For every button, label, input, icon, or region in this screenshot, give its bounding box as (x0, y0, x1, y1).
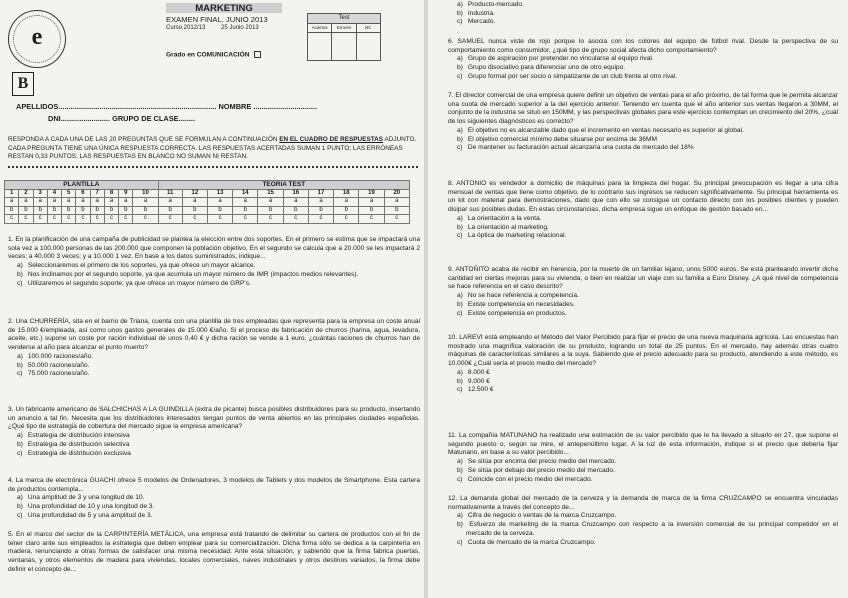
answer-grid (4, 180, 410, 224)
answer-number-cell: 3 (33, 189, 47, 198)
answer-option[interactable] (448, 476, 838, 485)
answer-option-cell[interactable]: c (384, 215, 409, 224)
option-label: a) (457, 55, 463, 63)
answer-option-cell[interactable]: b (258, 206, 283, 215)
option-text: Seleccionaremos el primero de los soportes, ya que ofrece un mayor alcance. (26, 262, 256, 270)
option-text: Una profundidad de 5 y una amplitud de 3. (26, 511, 153, 519)
answer-option-cell[interactable]: a (33, 198, 47, 207)
answer-option-cell[interactable]: c (104, 215, 118, 224)
surname-line: APELLIDOS............................................................................. NOMBRE ............................... (16, 102, 318, 111)
option-text: Coincide con el precio medio del mercado. (466, 475, 593, 483)
option-label: a) (17, 352, 23, 360)
question-text: 6. SAMUEL nunca viste de rojo porque lo asocia con los colores del equipo de fútbol rival. Desde la perspectiva de su comportamiento como consumidor, ¿qué tipo de grupo social afecta dicho comportamiento? (448, 38, 838, 54)
answer-option-cell[interactable]: c (308, 215, 333, 224)
option-text: Grupo disociativo para diferenciar uno de otro equipo. (466, 64, 626, 72)
question-8 (448, 180, 838, 241)
answer-options (8, 494, 420, 520)
answer-option[interactable] (448, 55, 838, 64)
answer-options (8, 432, 420, 458)
answer-option[interactable] (8, 512, 420, 521)
answer-grid-row-b (5, 206, 410, 215)
option-label: b) (457, 300, 463, 308)
option-text: 50.000 raciones/año. (26, 361, 90, 369)
answer-option-cell[interactable]: b (133, 206, 158, 215)
answer-option[interactable] (448, 292, 838, 301)
answer-option[interactable] (448, 18, 838, 27)
answer-options (8, 262, 420, 288)
option-text: Existe competencia en necesidades. (466, 300, 575, 308)
answer-option[interactable] (448, 10, 838, 19)
option-label: a) (17, 262, 23, 270)
question-text: 8. ANTONIO es vendedor a domicilio de máquinas para la limpieza del hogar. Su principal preocupación es llegar a una cifra mensual de ventas que tiene como objetivo, de lo contrario sus ingresos se reducen significativamente. Su principal herramienta es un kit con material para demostraciones, dado que con ello se consigue un contacto directo con los posibles clientes y pueden disipar sus posibles dudas. En estas circunstancias, dicha empresa sigue un enfoque de gestión basado en... (448, 180, 838, 214)
answer-option[interactable] (448, 73, 838, 82)
answer-option-cell[interactable]: a (47, 198, 61, 207)
answer-option[interactable] (448, 301, 838, 310)
answer-option[interactable] (448, 136, 838, 145)
answer-number-cell: 12 (182, 189, 207, 198)
answer-grid-row-c (5, 215, 410, 224)
answer-option[interactable] (448, 467, 838, 476)
question-text: 5. En el marco del sector de la CARPINTERÍA METÁLICA, una empresa está tratando de delimitar su cartera de productos con el fin de tener claro ante sus empleados la estrategia que deben emplear para su comercialización. Dicha firma sólo se dedica a la carpintería en madera, renunciando a otras formas de satisfacer una misma necesidad. Ante esta situación, y sabiendo que la firma fabrica puertas, ventanas, y otros elementos de madera para viviendas, locales comerciales, naves industriales y otros destinos variados, la firma debe definir el concepto de... (8, 531, 420, 573)
answer-options (448, 1, 838, 27)
course-info (166, 25, 273, 31)
answer-option[interactable] (8, 494, 420, 503)
option-text: Industria. (466, 9, 495, 17)
test-col-aciertos: Aciertos (308, 24, 332, 32)
answer-option-cell[interactable]: c (62, 215, 76, 224)
option-label: a) (457, 214, 463, 222)
answer-option-cell[interactable]: c (233, 215, 258, 224)
group-label: GRUPO DE CLASE (112, 114, 179, 123)
answer-option-cell[interactable]: a (308, 198, 333, 207)
answer-option-cell[interactable]: a (207, 198, 232, 207)
test-col-nc: NC (365, 25, 372, 30)
option-text: Existe competencia en productos. (466, 309, 567, 317)
answer-option[interactable] (448, 232, 838, 241)
option-label: a) (457, 368, 463, 376)
test-box-cells (308, 33, 380, 60)
option-text: Estrategia de distribución selectiva (26, 440, 130, 448)
answer-option[interactable] (448, 215, 838, 224)
option-text: Mercado. (466, 18, 496, 26)
option-label: b) (457, 521, 463, 529)
answer-number-cell: 15 (258, 189, 283, 198)
option-text: Grupo de aspiración por pretender no vincularse al equipo rival. (466, 55, 654, 63)
answer-number-cell: 9 (119, 189, 133, 198)
answer-option-cell[interactable]: a (384, 198, 409, 207)
logo-mark: e (31, 24, 43, 50)
answer-number-cell: 18 (334, 189, 359, 198)
question-10 (448, 334, 838, 395)
option-label: b) (457, 377, 463, 385)
option-label: b) (457, 466, 463, 474)
answer-option-cell[interactable]: a (19, 198, 33, 207)
option-text: Una profundidad de 10 y una longitud de 3. (26, 503, 155, 511)
option-text: No se hace referencia a competencia. (466, 292, 579, 300)
question-7 (448, 92, 838, 153)
answer-number-cell: 4 (47, 189, 61, 198)
answer-number-cell: 20 (384, 189, 409, 198)
question-3 (8, 406, 420, 458)
degree-checkbox[interactable] (254, 51, 261, 58)
answer-option-cell[interactable]: a (119, 198, 133, 207)
answer-option-cell[interactable]: a (359, 198, 384, 207)
option-text: De mantener su facturación actual alcanzaría una cuota de mercado del 18% (466, 144, 694, 152)
answer-option-cell[interactable]: b (47, 206, 61, 215)
question-2 (8, 318, 420, 379)
degree-line (166, 51, 261, 58)
test-box-columns (308, 24, 380, 33)
answer-option-cell[interactable]: a (182, 198, 207, 207)
option-text: Una amplitud de 3 y una longitud de 10. (26, 494, 145, 502)
answer-number-cell: 17 (308, 189, 333, 198)
answer-option[interactable] (448, 144, 838, 153)
degree-name: Grado en COMUNICACIÓN (166, 51, 250, 59)
answer-number-cell: 1 (5, 189, 19, 198)
answer-option-cell[interactable]: c (158, 215, 182, 224)
option-text: 12.500 € (466, 386, 494, 394)
answer-option-cell[interactable]: c (359, 215, 384, 224)
dni-line: DNI........................ GRUPO DE CLASE........ (48, 114, 196, 123)
answer-option-cell[interactable]: c (133, 215, 158, 224)
option-label: c) (17, 449, 23, 457)
option-text: Se sitúa por debajo del precio medio del mercado. (466, 466, 615, 474)
answer-option-cell[interactable]: b (158, 206, 182, 215)
option-label: b) (457, 223, 463, 231)
answer-option-cell[interactable]: a (283, 198, 308, 207)
answer-option[interactable] (448, 378, 838, 387)
answer-number-cell: 10 (133, 189, 158, 198)
answer-option-cell[interactable]: b (334, 206, 359, 215)
answer-option-cell[interactable]: c (47, 215, 61, 224)
option-text: Producto-mercado. (466, 1, 524, 8)
answer-option[interactable] (8, 450, 420, 459)
answer-option-cell[interactable]: c (76, 215, 90, 224)
answer-option-cell[interactable]: a (334, 198, 359, 207)
question-text: 1. En la planificación de una campaña de publicidad se plantea la elección entre dos soportes. En el primero se estima que se impactará una sola vez a 100.000 personas de las 200.000 que componen la población objetivo. En el segundo se calcula que a 20.000 se les impactará 2 veces; a 40.000 3 veces; y a 10.000 1 vez. En base a los datos suministrados, indique... (8, 236, 420, 261)
question-text: 11. La compañía MATUNANO ha realizado una estimación de su valor percibido que le ha llevado a situarlo en 27, que supone el segundo puesto o, según se mire, el antepenúltimo lugar. A la luz de esta información, indique si el precio que debería fijar Matunano, en base a su valor percibido... (448, 432, 838, 457)
option-label: b) (457, 64, 463, 72)
answer-options (448, 512, 838, 547)
answer-option[interactable] (8, 441, 420, 450)
option-text: La óptica de marketing relacional. (466, 232, 567, 240)
option-label: c) (457, 309, 463, 317)
option-text: La orientación a la venta. (466, 214, 542, 222)
answer-option-cell[interactable]: b (182, 206, 207, 215)
answer-option-cell[interactable]: b (62, 206, 76, 215)
exam-page-right (428, 0, 848, 598)
answer-option-cell[interactable]: b (119, 206, 133, 215)
option-text: El objetivo no es alcanzable dado que el incremento en ventas necesario es superior al global. (466, 126, 744, 134)
answer-options (448, 458, 838, 484)
answer-option-cell[interactable]: a (158, 198, 182, 207)
option-text: El objetivo comercial mínimo debe situarse por encima de 36MM (466, 135, 657, 143)
answer-number-cell: 13 (207, 189, 232, 198)
option-label: c) (457, 386, 463, 394)
answer-option[interactable] (448, 512, 838, 521)
option-text: 9.000 € (466, 377, 490, 385)
separator-dots (8, 166, 418, 168)
option-label: c) (457, 232, 463, 240)
answer-option-cell[interactable]: a (5, 198, 19, 207)
answer-option[interactable] (448, 458, 838, 467)
option-text: 8.000 € (466, 368, 490, 376)
teoria-header: TEORIA TEST (158, 181, 409, 190)
answer-option-cell[interactable]: b (207, 206, 232, 215)
answer-option-cell[interactable]: c (19, 215, 33, 224)
option-label: b) (457, 9, 463, 17)
answer-option[interactable] (448, 310, 838, 319)
option-label: b) (17, 440, 23, 448)
option-text: 100.000 raciones/año. (26, 352, 94, 360)
exam-date: 25 Junio 2013 (221, 25, 259, 31)
answer-option-cell[interactable]: b (359, 206, 384, 215)
test-box-title: Test (308, 14, 380, 24)
question-text: 9. ANTOÑITO acaba de recibir en herencia, por la muerte de un familiar lejano, unos 5000 euros. Se está planteando invertir dicha cantidad en ciertas mejoras para su vivienda, o bien en realizar un viaje con su familia a Euro Disney. ¿A qué nivel de competencia se hace referencia en el caso descrito? (448, 266, 838, 291)
question-4 (8, 477, 420, 521)
answer-option-cell[interactable]: c (207, 215, 232, 224)
answer-option-cell[interactable]: c (33, 215, 47, 224)
answer-option[interactable] (448, 1, 838, 10)
question-text: 7. El director comercial de una empresa quiere definir un objetivo de ventas para el año próximo, de tal forma que le permita alcanzar una cuota de mercado superior a la del ejercicio anterior. Teniendo en cuenta que el año anterior sus ventas llegaron a 30MM, el conjunto de la industria se situó en 150MM, y las perspectivas globales para este ejercicio contemplan un crecimiento del 20%, ¿cuál de los siguientes diagnósticos es correcto? (448, 92, 838, 126)
option-text: Esfuerzo de marketing de la marca Cruzcampo con respecto a la inversión comercial de su principal competidor en el mercado de la cerveza. (466, 521, 838, 537)
answer-number-cell: 19 (359, 189, 384, 198)
answer-number-cell: 2 (19, 189, 33, 198)
option-label: c) (17, 279, 23, 287)
test-score-box (307, 13, 381, 61)
surname-label: APELLIDOS (16, 102, 59, 111)
option-label: a) (457, 458, 463, 466)
option-label: a) (457, 126, 463, 134)
answer-option-cell[interactable]: b (33, 206, 47, 215)
answer-option[interactable] (448, 127, 838, 136)
answer-option[interactable] (8, 503, 420, 512)
question-text: 2. Una CHURRERÍA, sita en el barrio de Triana, cuenta con una plantilla de tres empleadas que representa para la empresa un coste anual de 15.000 €/empleada, así como unos gastos generales de 15.000 €/año. Si el proceso de fabricación de churros (harina, agua, levadura, aceite, etc.) supone un coste por ración individual de unos 0,40 € y dicha ración se vende a 1 euro, ¿cuántas raciones de churros han de venderse al año para alcanzar el punto muerto? (8, 318, 420, 352)
option-label: a) (17, 432, 23, 440)
option-label: b) (457, 135, 463, 143)
answer-option[interactable] (8, 262, 420, 271)
question-6 (448, 38, 838, 82)
answer-option-cell[interactable]: b (5, 206, 19, 215)
answer-options (448, 369, 838, 395)
option-label: c) (457, 538, 463, 546)
option-label: c) (17, 370, 23, 378)
answer-option-cell[interactable]: c (90, 215, 104, 224)
option-label: c) (457, 72, 463, 80)
answer-option[interactable] (448, 64, 838, 73)
option-label: c) (457, 144, 463, 152)
option-label: b) (17, 270, 23, 278)
answer-option-cell[interactable]: c (119, 215, 133, 224)
answer-option[interactable] (8, 353, 420, 362)
answer-option[interactable] (448, 386, 838, 395)
answer-option-cell[interactable]: b (104, 206, 118, 215)
question-1 (8, 236, 420, 288)
option-text: 75.000 raciones/año. (26, 370, 90, 378)
answer-option-cell[interactable]: c (258, 215, 283, 224)
subject-title: MARKETING (166, 3, 282, 13)
option-label: a) (457, 292, 463, 300)
option-text: Cifra de negocio o ventas de la marca Cruzcampo. (466, 512, 617, 520)
course-label: Curso 2012/13 (166, 25, 206, 31)
option-label: b) (17, 503, 23, 511)
answer-option-cell[interactable]: a (133, 198, 158, 207)
option-label: c) (457, 18, 463, 26)
answer-options (448, 127, 838, 153)
option-text: Nos inclinamos por el segundo soporte, ya que acumula un mayor número de IMR (impactos medios relevantes). (26, 270, 359, 278)
question-5 (8, 531, 420, 575)
answer-option-cell[interactable]: b (76, 206, 90, 215)
answer-option-cell[interactable]: c (182, 215, 207, 224)
exam-title: EXAMEN FINAL. JUNIO 2013 (166, 15, 268, 24)
question-5-options (448, 1, 838, 27)
answer-options (448, 55, 838, 81)
answer-option-cell[interactable]: b (308, 206, 333, 215)
answer-options (8, 353, 420, 379)
answer-number-cell: 5 (62, 189, 76, 198)
answer-option-cell[interactable]: b (283, 206, 308, 215)
question-12 (448, 495, 838, 547)
plantilla-header: PLANTILLA (5, 181, 159, 190)
answer-option-cell[interactable]: c (5, 215, 19, 224)
answer-grid-row-a (5, 198, 410, 207)
option-label: b) (17, 361, 23, 369)
question-text: 10. LAREVI está empleando el Método del Valor Percibido para fijar el precio de una nueva maquinaria agrícola. Las encuestas han mostrado una magnífica valoración de su producto, logrando un total de 25 puntos. En el mercado, hay además otras cuatro máquinas de características similares a la suya. Sabiendo que el precio adecuado para su producto, atendiendo a este método, es 10.000€ ¿Cuál sería el precio medio del mercado? (448, 334, 838, 368)
question-text: 4. La marca de electrónica GUACHI ofrece 5 modelos de Ordenadores, 3 modelos de Tablets y dos modelos de Smartphone. Esta cartera de productos contempla... (8, 477, 420, 493)
option-label: a) (17, 494, 23, 502)
option-text: Estrategia de distribución exclusiva (26, 449, 131, 457)
answer-option-cell[interactable]: a (90, 198, 104, 207)
answer-option-cell[interactable]: b (19, 206, 33, 215)
answer-option[interactable] (8, 271, 420, 280)
question-11 (448, 432, 838, 484)
answer-option[interactable] (8, 362, 420, 371)
answer-number-cell: 14 (233, 189, 258, 198)
question-text: 3. Un fabricante americano de SALCHICHAS A LA GUINDILLA (extra de picante) busca posibles distribuidores para su producto, insertando un anuncio a tal fin. Necesita que los distribuidores interesados tengan puntos de venta abiertos en las principales ciudades españolas. ¿Qué tipo de estrategia de cobertura del mercado sigue la empresa americana? (8, 406, 420, 431)
option-label: a) (457, 1, 463, 8)
answer-option[interactable] (448, 539, 838, 548)
option-label: c) (17, 511, 23, 519)
answer-option-cell[interactable]: b (384, 206, 409, 215)
question-text: 12. La demanda global del mercado de la cerveza y la demanda de marca de la firma CRUZCAMPO se encuentra vinculadas normativamente a través del concepto de... (448, 495, 838, 511)
answer-option-cell[interactable]: b (233, 206, 258, 215)
answer-options (448, 292, 838, 318)
exam-instructions: RESPONDA A CADA UNA DE LAS 20 PREGUNTAS QUE SE FORMULAN A CONTINUACIÓN EN EL CUADRO DE RESPUESTAS ADJUNTO. CADA PREGUNTA TIENE UNA ÚNICA RESPUESTA CORRECTA. LAS RESPUESTAS ACERTADAS SUMAN 1 PUNTO; LAS ERRÓNEAS RESTAN 0,33 PUNTOS; LAS RESPUESTAS EN BLANCO NO SUMAN NI RESTAN. (8, 136, 417, 161)
answer-grid-numbers (5, 189, 410, 198)
answer-option[interactable] (8, 280, 420, 289)
option-text: Estrategia de distribución intensiva (26, 432, 130, 440)
answer-option[interactable] (448, 369, 838, 378)
option-text: La orientación al marketing. (466, 223, 549, 231)
answer-option-cell[interactable]: b (90, 206, 104, 215)
option-text: Utilizaremos el segundo soporte, ya que ofrece un mayor número de GRP's. (26, 279, 251, 287)
answer-option-cell[interactable]: c (283, 215, 308, 224)
answer-option-cell[interactable]: a (233, 198, 258, 207)
question-9 (448, 266, 838, 318)
option-label: c) (457, 475, 463, 483)
answer-option[interactable] (8, 432, 420, 441)
answer-option-cell[interactable]: a (62, 198, 76, 207)
answer-option[interactable] (8, 370, 420, 379)
answer-option[interactable] (448, 521, 838, 538)
option-label: a) (457, 512, 463, 520)
test-col-errores: Errores (332, 24, 356, 32)
answer-option-cell[interactable]: a (104, 198, 118, 207)
answer-option-cell[interactable]: a (258, 198, 283, 207)
answer-number-cell: 8 (104, 189, 118, 198)
answer-number-cell: 16 (283, 189, 308, 198)
university-logo (8, 10, 66, 68)
name-label: NOMBRE (218, 102, 252, 111)
answer-number-cell: 11 (158, 189, 182, 198)
answer-option[interactable] (448, 224, 838, 233)
option-text: Se sitúa por encima del precio medio del mercado. (466, 458, 617, 466)
exam-model-box: B (12, 72, 34, 96)
answer-number-cell: 7 (90, 189, 104, 198)
answer-options (448, 215, 838, 241)
option-text: Cuota de mercado de la marca Cruzcampo. (466, 538, 596, 546)
answer-number-cell: 6 (76, 189, 90, 198)
option-text: Grupo formal por ser socio o simpatizante de un club frente al otro rival. (466, 72, 678, 80)
dni-label: DNI (48, 114, 61, 123)
answer-option-cell[interactable]: c (334, 215, 359, 224)
answer-option-cell[interactable]: a (76, 198, 90, 207)
